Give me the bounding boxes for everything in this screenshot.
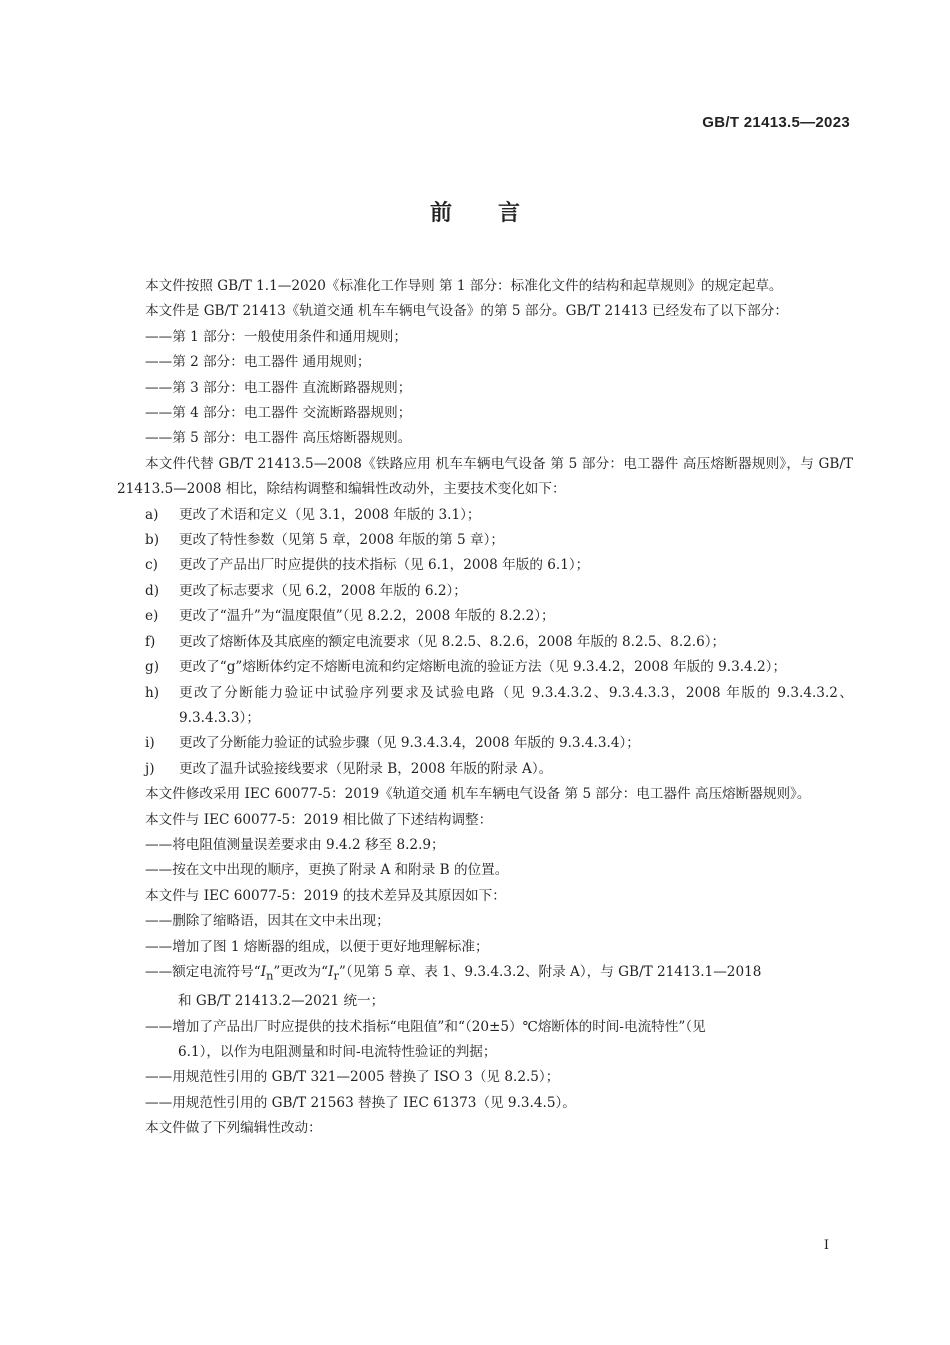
paragraph-differences-intro: 本文件与 IEC 60077-5：2019 的技术差异及其原因如下：: [145, 887, 506, 904]
list-marker: i): [145, 735, 155, 752]
change-list-item: [117, 731, 853, 756]
list-marker: e): [145, 608, 159, 625]
difference-list-item: ——删除了缩略语，因其在文中未出现；: [145, 913, 390, 930]
list-text: 更改了产品出厂时应提供的技术指标（见 6.1，2008 年版的 6.1）；: [179, 557, 590, 574]
paragraph-replacement: 本文件代替 GB/T 21413.5—2008《铁路应用 机车车辆电气设备 第 5 部分：电工器件 高压熔断器规则》，与 GB/T 21413.5—2008 相比，除结构调整和编辑性改动外，主要技术变化如下：: [117, 455, 853, 498]
list-text: 更改了分断能力验证的试验步骤（见 9.3.4.3.4，2008 年版的 9.3.4.3.4）；: [179, 735, 640, 752]
list-text: 更改了特性参数（见第 5 章，2008 年版的第 5 章）；: [179, 532, 504, 549]
paragraph-drafting-rules: 本文件按照 GB/T 1.1—2020《标准化工作导则 第 1 部分：标准化文件的结构和起草规则》的规定起草。: [145, 278, 783, 294]
list-marker: b): [145, 532, 160, 549]
list-marker: f): [145, 633, 156, 650]
list-marker: a): [145, 506, 159, 523]
list-text: 更改了“温升”为“温度限值”（见 8.2.2，2008 年版的 8.2.2）；: [179, 608, 555, 625]
difference-list-item: ——用规范性引用的 GB/T 21563 替换了 IEC 61373（见 9.3.4.5）。: [145, 1094, 576, 1111]
structural-list-item: ——将电阻值测量误差要求由 9.4.2 移至 8.2.9；: [145, 836, 445, 853]
page-number: I: [823, 1238, 829, 1253]
change-list-item: [117, 757, 853, 782]
difference-list-item: ——用规范性引用的 GB/T 321—2005 替换了 ISO 3（见 8.2.5）；: [145, 1069, 560, 1086]
change-list-item: [117, 681, 853, 732]
list-text: 更改了“g”熔断体约定不熔断电流和约定熔断电流的验证方法（见 9.3.4.2，2008 年版的 9.3.4.2）；: [179, 659, 787, 676]
structural-list-item: ——按在文中出现的顺序，更换了附录 A 和附录 B 的位置。: [145, 862, 509, 879]
foreword-body: [117, 274, 853, 1142]
change-list-item: [117, 528, 853, 553]
difference-list-item: [117, 960, 853, 1015]
rated-current-subscript: n: [266, 968, 274, 983]
change-list-item: [117, 630, 853, 655]
list-marker: d): [145, 582, 160, 599]
paragraph-structural-intro: 本文件与 IEC 60077-5：2019 相比做了下述结构调整：: [145, 811, 493, 828]
part-list-item: ——第 4 部分：电工器件 交流断路器规则；: [145, 405, 412, 422]
change-list-item: [117, 655, 853, 680]
change-list-item: [117, 503, 853, 528]
list-text: 更改了温升试验接线要求（见附录 B，2008 年版的附录 A）。: [179, 760, 553, 777]
part-list-item: ——第 5 部分：电工器件 高压熔断器规则。: [145, 430, 412, 447]
difference-text: ——额定电流符号“$I_n$”更改为“$I_r$”（见第 5 章、表 1、9.3.4.3.2、附录 A），与 GB/T 21413.1—2018: [145, 963, 762, 983]
difference-text: ——增加了产品出厂时应提供的技术指标“电阻值”和“（20±5）℃熔断体的时间-电流特性”（见: [145, 1018, 706, 1035]
difference-continuation: 和 GB/T 21413.2—2021 统一；: [178, 993, 385, 1010]
list-marker: g): [145, 659, 160, 676]
list-text: 更改了分断能力验证中试验序列要求及试验电路（见 9.3.4.3.2、9.3.4.3.3，2008 年版的 9.3.4.3.2、9.3.4.3.3）；: [179, 684, 853, 726]
difference-list-item: ——增加了图 1 熔断器的组成，以便于更好地理解标准；: [145, 938, 489, 955]
part-list-item: ——第 3 部分：电工器件 直流断路器规则；: [145, 379, 412, 396]
change-list-item: [117, 553, 853, 578]
list-text: 更改了术语和定义（见 3.1，2008 年版的 3.1）；: [179, 506, 481, 523]
rated-current-symbol: I: [260, 963, 267, 980]
change-list-item: [117, 604, 853, 629]
rated-current-subscript: r: [333, 968, 339, 983]
paragraph-adoption: 本文件修改采用 IEC 60077-5：2019《轨道交通 机车车辆电气设备 第 5 部分：电工器件 高压熔断器规则》。: [145, 786, 811, 803]
list-marker: j): [145, 760, 155, 777]
rated-current-symbol: I: [328, 963, 334, 980]
list-marker: h): [145, 684, 160, 701]
part-list-item: ——第 2 部分：电工器件 通用规则；: [145, 354, 371, 371]
list-text: 更改了熔断体及其底座的额定电流要求（见 8.2.5、8.2.6，2008 年版的 8.2.5、8.2.6）；: [179, 633, 726, 650]
paragraph-editorial-intro: 本文件做了下列编辑性改动：: [145, 1120, 322, 1137]
list-text: 更改了标志要求（见 6.2，2008 年版的 6.2）；: [179, 582, 467, 599]
difference-list-item: [117, 1015, 853, 1066]
list-marker: c): [145, 557, 158, 574]
part-list-item: ——第 1 部分：一般使用条件和通用规则；: [145, 328, 407, 345]
change-list-item: [117, 579, 853, 604]
paragraph-series-intro: 本文件是 GB/T 21413《轨道交通 机车车辆电气设备》的第 5 部分。GB/T 21413 已经发布了以下部分：: [145, 303, 788, 320]
page-title: 前言: [429, 201, 566, 226]
standard-number: GB/T 21413.5—2023: [702, 114, 850, 131]
difference-continuation: 6.1），以作为电阻测量和时间-电流特性验证的判据；: [178, 1043, 497, 1060]
